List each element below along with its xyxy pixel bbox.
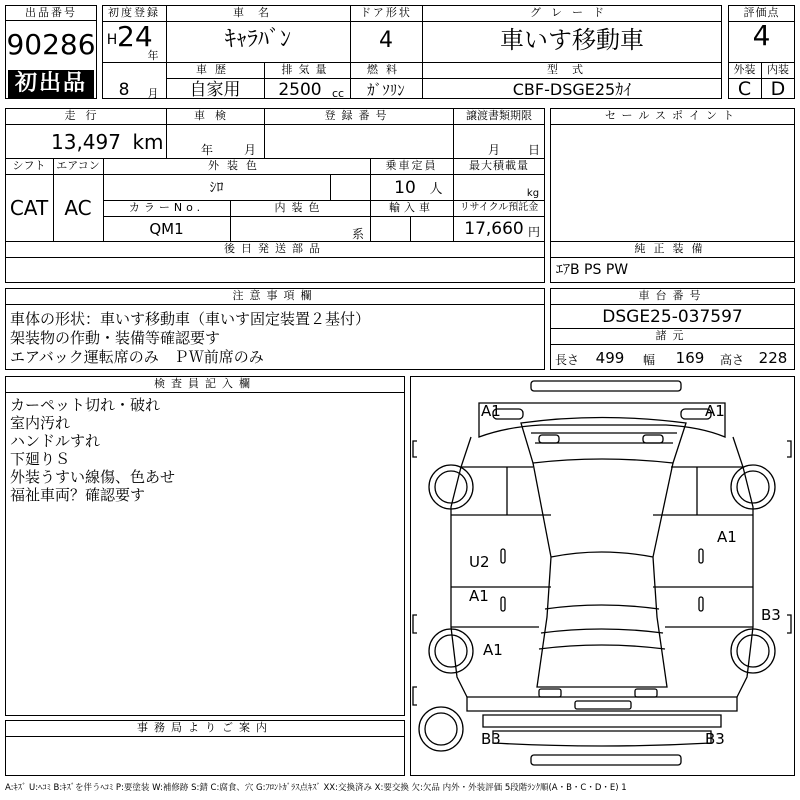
int-color-label: 内装色: [274, 201, 326, 214]
inspector-line-4: 下廻りＳ: [10, 450, 71, 468]
car-name: ｷｬﾗﾊﾞﾝ: [224, 27, 291, 52]
mileage: 13,497: [51, 130, 121, 154]
height: 228: [758, 349, 788, 367]
car-name-label: 車名: [233, 6, 283, 19]
inspector-label: 検査員記入欄: [154, 377, 256, 390]
reg-no-label: 登録番号: [324, 109, 393, 122]
displacement-unit: cc: [331, 87, 345, 100]
damage-mark: A1: [469, 587, 489, 605]
grade: 車いす移動車: [500, 26, 644, 54]
history-label: 車歴: [196, 63, 234, 76]
year-unit: 年: [147, 49, 159, 62]
first-reg-month: 8: [118, 80, 130, 100]
specs-label: 諸元: [655, 329, 690, 342]
equipment-label: 純正装備: [634, 242, 711, 255]
ac-label: エアコン: [56, 159, 100, 172]
model-label: 型式: [547, 63, 597, 76]
seats: 10: [394, 178, 416, 198]
month-unit: 月: [147, 87, 159, 100]
damage-mark: A1: [717, 528, 737, 546]
inspector-line-2: 室内汚れ: [10, 414, 71, 432]
later-parts-label: 後日発送部品: [224, 242, 326, 255]
inspection-year-unit: 年: [200, 143, 213, 157]
width-label: 幅: [643, 353, 656, 367]
damage-mark: A1: [481, 402, 501, 420]
length-label: 長さ: [555, 353, 580, 367]
docs-deadline-label: 譲渡書類期限: [466, 109, 532, 122]
sales-points-label: セールスポイント: [604, 109, 740, 122]
import-label: 輸入車: [389, 201, 434, 214]
ac: AC: [64, 196, 92, 220]
fuel: ｶﾞｿﾘﾝ: [367, 81, 405, 99]
doors-label: ドア形状: [360, 6, 412, 19]
inspector-line-5: 外装うすい線傷、色あせ: [10, 468, 176, 486]
color-no: QM1: [149, 220, 184, 238]
inspection-label: 車検: [194, 109, 236, 122]
displacement: 2500: [278, 80, 322, 100]
recycle-label: リサイクル預託金: [459, 202, 539, 213]
first-reg-label: 初度登録: [108, 6, 160, 19]
int-color-unit: 系: [351, 227, 364, 241]
doors: 4: [379, 28, 393, 53]
inspector-line-1: カーペット切れ・破れ: [10, 396, 161, 414]
exterior-label: 外装: [733, 63, 756, 76]
car-outline-diagram: [411, 377, 794, 775]
max-load-unit: kg: [526, 188, 540, 199]
inspector-line-3: ハンドルすれ: [10, 432, 101, 450]
damage-mark: U2: [469, 553, 490, 571]
fuel-label: 燃料: [367, 63, 405, 76]
width: 169: [675, 349, 705, 367]
note-line-1: 車体の形状：車いす移動車（車いす固定装置２基付）: [10, 310, 371, 328]
displacement-label: 排気量: [281, 63, 333, 76]
note-line-2: 架装物の作動・装備等確認要す: [10, 329, 221, 347]
recycle-fee: 17,660: [464, 219, 524, 239]
lot-number: 90286: [6, 28, 96, 61]
note-line-3: エアバック運転席のみ ＰＷ前席のみ: [10, 348, 264, 366]
lot-number-label: 出品番号: [6, 6, 96, 21]
chassis-label: 車台番号: [638, 289, 707, 302]
mileage-unit: km: [132, 130, 164, 154]
height-label: 高さ: [720, 353, 745, 367]
damage-mark: B3: [761, 606, 781, 624]
damage-mark: B3: [705, 730, 725, 748]
interior-label: 内装: [767, 63, 789, 76]
damage-diagram: [410, 376, 795, 776]
seats-label: 乗車定員: [385, 159, 438, 172]
score: 4: [752, 19, 771, 52]
mileage-label: 走行: [64, 109, 107, 122]
inspection-month-unit: 月: [243, 143, 256, 157]
score-label: 評価点: [743, 6, 780, 19]
legend-footer: A:ｷｽﾞ U:ﾍｺﾐ B:ｷｽﾞを伴うﾍｺﾐ P:要塗装 W:補修跡 S:錆 C:腐食、穴 G:ﾌﾛﾝﾄｶﾞﾗｽ点ｷｽﾞ XX:交換済み X:要交換 欠:欠品 内外・外装評価 5段階ﾗﾝｸ順(A・B・C・D・E) 1: [5, 783, 627, 793]
chassis-number: DSGE25-037597: [602, 307, 743, 327]
equipment: ｴｱB PS PW: [556, 262, 629, 278]
first-reg-year: 24: [117, 20, 153, 53]
exterior-grade: C: [737, 78, 752, 100]
damage-mark: A1: [705, 402, 725, 420]
interior-grade: D: [770, 78, 786, 100]
history: 自家用: [189, 80, 241, 100]
model: CBF-DSGE25ｶｲ: [512, 80, 632, 99]
notes-label: 注意事項欄: [232, 289, 318, 302]
seats-unit: 人: [429, 182, 443, 197]
lot-number-box: [5, 5, 97, 99]
recycle-unit: 円: [527, 225, 540, 239]
damage-mark: A1: [483, 641, 503, 659]
office-notice-label: 事務局よりご案内: [137, 721, 273, 734]
max-load-label: 最大積載量: [469, 159, 529, 172]
color-no-label: カラーNo.: [128, 201, 205, 214]
shift: CAT: [9, 196, 49, 220]
era: H: [106, 32, 118, 48]
inspector-line-6: 福祉車両？確認要す: [10, 486, 146, 504]
docs-day-unit: 日: [527, 143, 540, 157]
damage-mark: B3: [481, 730, 501, 748]
grade-label: グレード: [530, 6, 614, 19]
first-listing-badge: 初出品: [8, 70, 94, 98]
docs-month-unit: 月: [487, 143, 500, 157]
length: 499: [595, 349, 625, 367]
ext-color: ｼﾛ: [209, 180, 224, 196]
ext-color-label: 外装色: [208, 159, 265, 172]
shift-label: シフト: [12, 159, 46, 172]
